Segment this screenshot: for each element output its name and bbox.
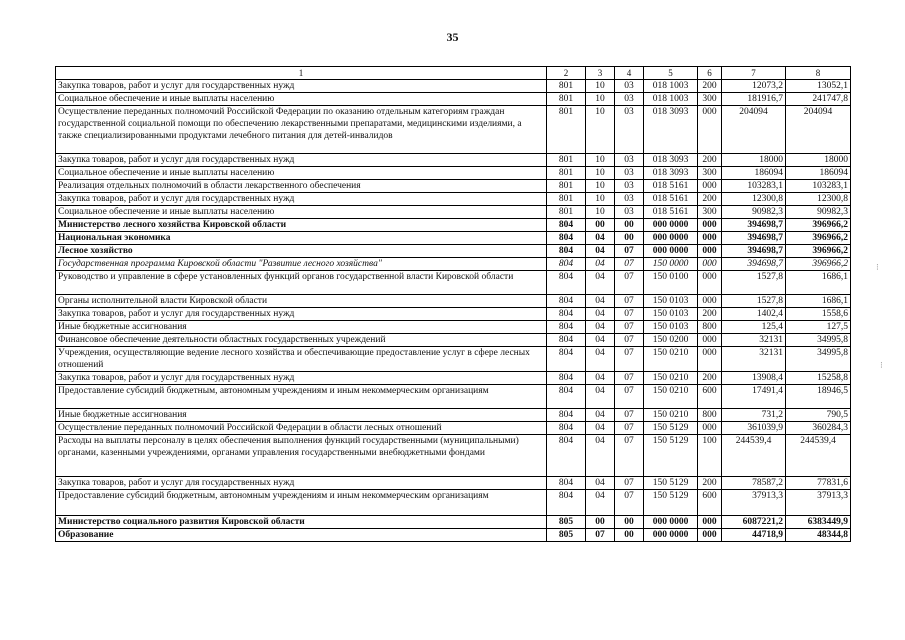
row-value-cell: 150 0210	[644, 385, 698, 409]
row-value-cell: 07	[615, 385, 644, 409]
header-cell: 3	[586, 67, 615, 80]
row-value-cell: 10	[586, 106, 615, 154]
row-name-cell: Социальное обеспечение и иные выплаты населению	[56, 93, 547, 106]
row-value-cell: 78587,2	[722, 477, 786, 490]
table-row	[56, 154, 851, 167]
row-value-cell: 1686,1	[786, 271, 851, 295]
row-value-cell: 103283,1	[786, 180, 851, 193]
row-value-cell: 801	[547, 180, 586, 193]
row-value-cell: 000	[698, 295, 722, 308]
row-value-cell: 394698,7	[722, 232, 786, 245]
row-value-cell: 000	[698, 258, 722, 271]
row-value-cell: 241747,8	[786, 93, 851, 106]
row-value-cell: 204094	[722, 106, 786, 154]
row-name-cell: Осуществление переданных полномочий Российской Федерации в области лесных отношений	[56, 422, 547, 435]
row-value-cell: 804	[547, 422, 586, 435]
row-value-cell: 396966,2	[786, 219, 851, 232]
row-value-cell: 07	[615, 435, 644, 477]
table-row	[56, 477, 851, 490]
table-row	[56, 106, 851, 154]
row-value-cell: 300	[698, 206, 722, 219]
row-value-cell: 804	[547, 219, 586, 232]
row-value-cell: 000	[698, 180, 722, 193]
row-value-cell: 000	[698, 245, 722, 258]
row-value-cell: 07	[615, 334, 644, 347]
row-value-cell: 300	[698, 93, 722, 106]
row-value-cell: 804	[547, 232, 586, 245]
row-value-cell: 801	[547, 193, 586, 206]
row-value-cell: 300	[698, 167, 722, 180]
row-value-cell: 03	[615, 206, 644, 219]
row-value-cell: 07	[615, 372, 644, 385]
row-value-cell: 10	[586, 80, 615, 93]
row-value-cell: 804	[547, 321, 586, 334]
row-value-cell: 396966,2	[786, 232, 851, 245]
row-value-cell: 396966,2	[786, 258, 851, 271]
table-row	[56, 93, 851, 106]
row-value-cell: 04	[586, 385, 615, 409]
row-value-cell: 000	[698, 334, 722, 347]
row-value-cell: 04	[586, 321, 615, 334]
row-name-cell: Национальная экономика	[56, 232, 547, 245]
row-value-cell: 361039,9	[722, 422, 786, 435]
row-value-cell: 800	[698, 409, 722, 422]
scan-mark: ⁝	[876, 262, 879, 272]
row-name-cell: Предоставление субсидий бюджетным, автономным учреждениям и иным некоммерческим организациям	[56, 490, 547, 516]
row-name-cell: Закупка товаров, работ и услуг для государственных нужд	[56, 308, 547, 321]
row-value-cell: 150 5129	[644, 435, 698, 477]
row-name-cell: Министерство лесного хозяйства Кировской области	[56, 219, 547, 232]
row-value-cell: 00	[586, 516, 615, 529]
header-cell: 7	[722, 67, 786, 80]
row-value-cell: 07	[615, 347, 644, 372]
row-value-cell: 150 0103	[644, 321, 698, 334]
row-value-cell: 18946,5	[786, 385, 851, 409]
row-value-cell: 10	[586, 206, 615, 219]
row-value-cell: 150 0210	[644, 372, 698, 385]
row-value-cell: 34995,8	[786, 347, 851, 372]
row-value-cell: 000 0000	[644, 232, 698, 245]
row-value-cell: 804	[547, 347, 586, 372]
row-name-cell: Руководство и управление в сфере установленных функций органов государственной власти Кировской области	[56, 271, 547, 295]
row-name-cell: Министерство социального развития Кировской области	[56, 516, 547, 529]
row-name-cell: Закупка товаров, работ и услуг для государственных нужд	[56, 154, 547, 167]
row-value-cell: 804	[547, 385, 586, 409]
scan-mark: ⁝	[880, 360, 883, 370]
row-value-cell: 90982,3	[786, 206, 851, 219]
row-value-cell: 150 0000	[644, 258, 698, 271]
row-value-cell: 018 1003	[644, 80, 698, 93]
row-value-cell: 804	[547, 308, 586, 321]
row-value-cell: 103283,1	[722, 180, 786, 193]
row-name-cell: Предоставление субсидий бюджетным, автономным учреждениям и иным некоммерческим организациям	[56, 385, 547, 409]
table-row	[56, 321, 851, 334]
table-row	[56, 258, 851, 271]
row-value-cell: 804	[547, 245, 586, 258]
row-name-cell: Закупка товаров, работ и услуг для государственных нужд	[56, 477, 547, 490]
row-value-cell: 204094	[786, 106, 851, 154]
row-value-cell: 731,2	[722, 409, 786, 422]
row-value-cell: 394698,7	[722, 245, 786, 258]
row-value-cell: 90982,3	[722, 206, 786, 219]
row-value-cell: 000 0000	[644, 516, 698, 529]
row-value-cell: 6383449,9	[786, 516, 851, 529]
row-value-cell: 04	[586, 232, 615, 245]
row-value-cell: 150 0103	[644, 308, 698, 321]
row-value-cell: 000	[698, 516, 722, 529]
row-value-cell: 44718,9	[722, 529, 786, 542]
row-value-cell: 801	[547, 154, 586, 167]
row-name-cell: Закупка товаров, работ и услуг для государственных нужд	[56, 80, 547, 93]
row-value-cell: 07	[615, 245, 644, 258]
row-value-cell: 03	[615, 180, 644, 193]
row-value-cell: 1686,1	[786, 295, 851, 308]
row-value-cell: 186094	[786, 167, 851, 180]
row-value-cell: 018 5161	[644, 206, 698, 219]
row-value-cell: 03	[615, 93, 644, 106]
row-value-cell: 77831,6	[786, 477, 851, 490]
row-value-cell: 12300,8	[722, 193, 786, 206]
row-value-cell: 48344,8	[786, 529, 851, 542]
row-value-cell: 018 5161	[644, 180, 698, 193]
row-value-cell: 804	[547, 334, 586, 347]
row-value-cell: 00	[615, 516, 644, 529]
table-row	[56, 219, 851, 232]
table-row	[56, 334, 851, 347]
row-value-cell: 125,4	[722, 321, 786, 334]
row-value-cell: 04	[586, 295, 615, 308]
row-name-cell: Учреждения, осуществляющие ведение лесного хозяйства и обеспечивающие предоставление услуг в сфере лесных отношений	[56, 347, 547, 372]
row-value-cell: 804	[547, 435, 586, 477]
row-value-cell: 03	[615, 80, 644, 93]
row-value-cell: 396966,2	[786, 245, 851, 258]
row-value-cell: 07	[615, 477, 644, 490]
row-value-cell: 150 0200	[644, 334, 698, 347]
row-name-cell: Расходы на выплаты персоналу в целях обеспечения выполнения функций государственными (муниципальными) органами, казенными учреждениями, органами управления государственными внебюджетными фондами	[56, 435, 547, 477]
row-value-cell: 000	[698, 219, 722, 232]
row-value-cell: 000 0000	[644, 219, 698, 232]
row-value-cell: 03	[615, 167, 644, 180]
row-value-cell: 150 5129	[644, 490, 698, 516]
row-value-cell: 13908,4	[722, 372, 786, 385]
row-value-cell: 804	[547, 477, 586, 490]
row-value-cell: 07	[615, 295, 644, 308]
budget-table	[55, 66, 851, 542]
table-row	[56, 271, 851, 295]
row-value-cell: 32131	[722, 334, 786, 347]
row-name-cell: Социальное обеспечение и иные выплаты населению	[56, 167, 547, 180]
header-cell: 8	[786, 67, 851, 80]
header-cell: 6	[698, 67, 722, 80]
table-row	[56, 372, 851, 385]
row-value-cell: 244539,4	[722, 435, 786, 477]
row-value-cell: 790,5	[786, 409, 851, 422]
row-value-cell: 07	[615, 258, 644, 271]
table-row	[56, 516, 851, 529]
row-value-cell: 18000	[722, 154, 786, 167]
row-name-cell: Государственная программа Кировской области "Развитие лесного хозяйства"	[56, 258, 547, 271]
row-value-cell: 244539,4	[786, 435, 851, 477]
table-row	[56, 232, 851, 245]
row-value-cell: 000	[698, 271, 722, 295]
row-value-cell: 804	[547, 271, 586, 295]
row-value-cell: 600	[698, 385, 722, 409]
row-value-cell: 801	[547, 206, 586, 219]
row-value-cell: 07	[615, 321, 644, 334]
row-value-cell: 07	[615, 308, 644, 321]
row-value-cell: 07	[586, 529, 615, 542]
row-value-cell: 800	[698, 321, 722, 334]
row-value-cell: 04	[586, 308, 615, 321]
row-value-cell: 018 3093	[644, 106, 698, 154]
row-value-cell: 186094	[722, 167, 786, 180]
row-value-cell: 360284,3	[786, 422, 851, 435]
row-value-cell: 000 0000	[644, 245, 698, 258]
table-row	[56, 385, 851, 409]
row-value-cell: 000	[698, 347, 722, 372]
row-name-cell: Иные бюджетные ассигнования	[56, 321, 547, 334]
row-value-cell: 10	[586, 154, 615, 167]
row-value-cell: 200	[698, 80, 722, 93]
row-value-cell: 04	[586, 409, 615, 422]
row-value-cell: 000 0000	[644, 529, 698, 542]
row-value-cell: 804	[547, 258, 586, 271]
row-name-cell: Реализация отдельных полномочий в области лекарственного обеспечения	[56, 180, 547, 193]
row-value-cell: 10	[586, 180, 615, 193]
table-row	[56, 206, 851, 219]
row-value-cell: 150 5129	[644, 477, 698, 490]
table-row	[56, 193, 851, 206]
row-value-cell: 181916,7	[722, 93, 786, 106]
row-value-cell: 1558,6	[786, 308, 851, 321]
table-row	[56, 308, 851, 321]
row-value-cell: 018 3093	[644, 154, 698, 167]
row-value-cell: 150 0100	[644, 271, 698, 295]
page-number: 35	[446, 30, 459, 44]
table-row	[56, 490, 851, 516]
row-value-cell: 150 0103	[644, 295, 698, 308]
table-row	[56, 167, 851, 180]
row-value-cell: 03	[615, 193, 644, 206]
row-value-cell: 15258,8	[786, 372, 851, 385]
table-row	[56, 347, 851, 372]
row-value-cell: 04	[586, 435, 615, 477]
table-header-row	[56, 67, 851, 80]
row-value-cell: 200	[698, 477, 722, 490]
row-value-cell: 018 5161	[644, 193, 698, 206]
table-row	[56, 180, 851, 193]
table-row	[56, 409, 851, 422]
row-value-cell: 00	[586, 219, 615, 232]
header-cell: 4	[615, 67, 644, 80]
row-value-cell: 150 0210	[644, 409, 698, 422]
row-value-cell: 04	[586, 477, 615, 490]
row-value-cell: 100	[698, 435, 722, 477]
row-value-cell: 394698,7	[722, 258, 786, 271]
row-value-cell: 00	[615, 219, 644, 232]
row-value-cell: 127,5	[786, 321, 851, 334]
row-value-cell: 10	[586, 167, 615, 180]
row-value-cell: 804	[547, 295, 586, 308]
table-row	[56, 435, 851, 477]
row-value-cell: 04	[586, 271, 615, 295]
table-row	[56, 245, 851, 258]
row-value-cell: 018 3093	[644, 167, 698, 180]
row-name-cell: Органы исполнительной власти Кировской области	[56, 295, 547, 308]
row-value-cell: 804	[547, 409, 586, 422]
row-value-cell: 805	[547, 529, 586, 542]
row-value-cell: 804	[547, 372, 586, 385]
table-row	[56, 295, 851, 308]
row-value-cell: 394698,7	[722, 219, 786, 232]
row-value-cell: 07	[615, 422, 644, 435]
row-value-cell: 200	[698, 193, 722, 206]
row-name-cell: Закупка товаров, работ и услуг для государственных нужд	[56, 193, 547, 206]
row-value-cell: 200	[698, 154, 722, 167]
row-value-cell: 07	[615, 271, 644, 295]
row-value-cell: 04	[586, 490, 615, 516]
row-value-cell: 1402,4	[722, 308, 786, 321]
row-name-cell: Образование	[56, 529, 547, 542]
row-value-cell: 801	[547, 80, 586, 93]
row-value-cell: 000	[698, 529, 722, 542]
row-value-cell: 37913,3	[722, 490, 786, 516]
row-value-cell: 200	[698, 308, 722, 321]
table-row	[56, 80, 851, 93]
row-value-cell: 600	[698, 490, 722, 516]
row-value-cell: 1527,8	[722, 295, 786, 308]
row-value-cell: 018 1003	[644, 93, 698, 106]
table-row	[56, 422, 851, 435]
row-value-cell: 04	[586, 372, 615, 385]
table-body	[56, 67, 851, 542]
row-value-cell: 04	[586, 422, 615, 435]
row-name-cell: Осуществление переданных полномочий Российской Федерации по оказанию отдельным категориям граждан государственной социальной помощи по обеспечению лекарственными препаратами, медицинскими изделиями, а также специализированными продуктами лечебного питания для детей-инвалидов	[56, 106, 547, 154]
row-value-cell: 000	[698, 232, 722, 245]
row-name-cell: Социальное обеспечение и иные выплаты населению	[56, 206, 547, 219]
row-value-cell: 37913,3	[786, 490, 851, 516]
row-value-cell: 03	[615, 106, 644, 154]
row-value-cell: 200	[698, 372, 722, 385]
table-row	[56, 529, 851, 542]
row-value-cell: 07	[615, 490, 644, 516]
row-value-cell: 17491,4	[722, 385, 786, 409]
row-value-cell: 804	[547, 490, 586, 516]
row-name-cell: Финансовое обеспечение деятельности областных государственных учреждений	[56, 334, 547, 347]
header-cell: 5	[644, 67, 698, 80]
row-value-cell: 805	[547, 516, 586, 529]
row-name-cell: Закупка товаров, работ и услуг для государственных нужд	[56, 372, 547, 385]
row-value-cell: 12300,8	[786, 193, 851, 206]
row-value-cell: 000	[698, 422, 722, 435]
row-value-cell: 801	[547, 167, 586, 180]
row-value-cell: 00	[615, 232, 644, 245]
header-cell: 1	[56, 67, 547, 80]
row-value-cell: 12073,2	[722, 80, 786, 93]
row-value-cell: 150 0210	[644, 347, 698, 372]
row-value-cell: 04	[586, 347, 615, 372]
row-value-cell: 6087221,2	[722, 516, 786, 529]
row-value-cell: 18000	[786, 154, 851, 167]
row-value-cell: 000	[698, 106, 722, 154]
row-value-cell: 32131	[722, 347, 786, 372]
row-value-cell: 03	[615, 154, 644, 167]
row-value-cell: 801	[547, 93, 586, 106]
row-value-cell: 1527,8	[722, 271, 786, 295]
row-value-cell: 07	[615, 409, 644, 422]
row-name-cell: Иные бюджетные ассигнования	[56, 409, 547, 422]
row-value-cell: 00	[615, 529, 644, 542]
row-name-cell: Лесное хозяйство	[56, 245, 547, 258]
row-value-cell: 04	[586, 258, 615, 271]
row-value-cell: 10	[586, 193, 615, 206]
row-value-cell: 13052,1	[786, 80, 851, 93]
row-value-cell: 04	[586, 334, 615, 347]
row-value-cell: 34995,8	[786, 334, 851, 347]
row-value-cell: 150 5129	[644, 422, 698, 435]
header-cell: 2	[547, 67, 586, 80]
row-value-cell: 04	[586, 245, 615, 258]
row-value-cell: 10	[586, 93, 615, 106]
row-value-cell: 801	[547, 106, 586, 154]
